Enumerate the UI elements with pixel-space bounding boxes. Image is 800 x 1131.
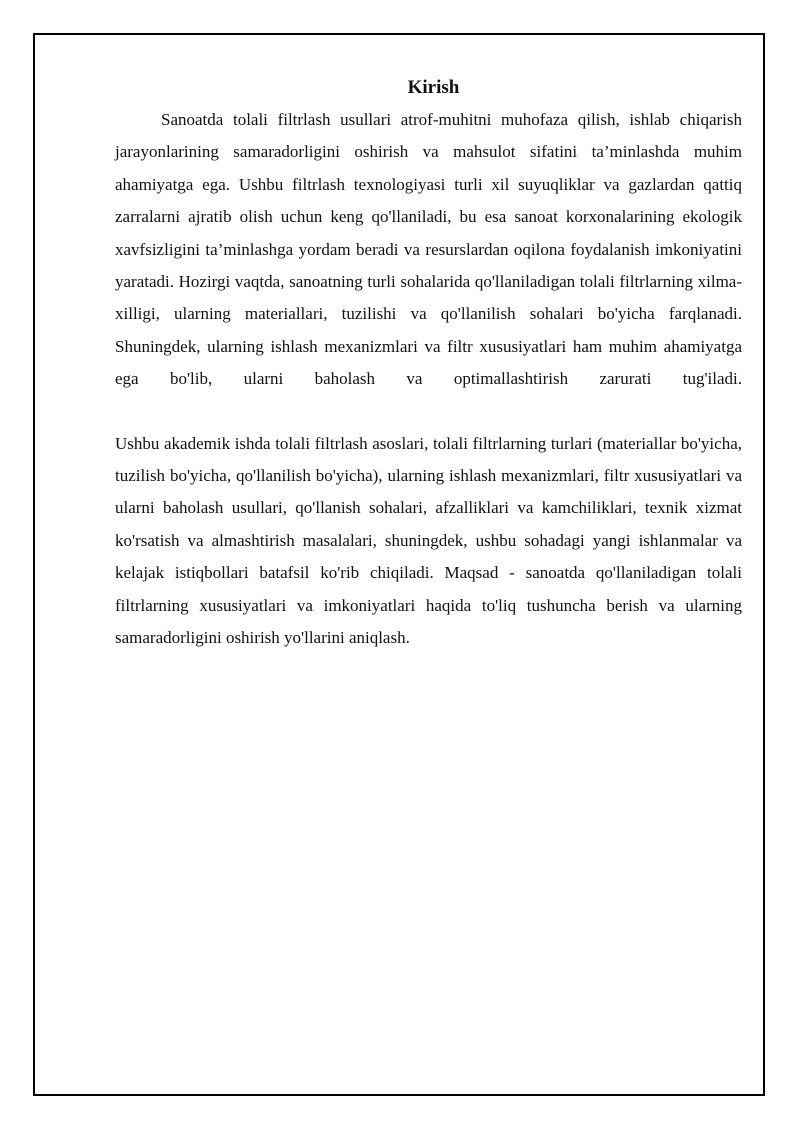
document-title: Kirish: [407, 77, 460, 98]
document-body: [115, 76, 742, 655]
paragraph-scope: Ushbu akademik ishda tolali filtrlash asoslari, tolali filtrlarning turlari (materiallar bo'yicha, tuzilish bo'yicha, qo'llanilish bo'yicha), ularning ishlash mexanizmlari, filtr xususiyatlari va ularni baholash usullari, qo'llanish sohalari, afzalliklari va kamchiliklari, texnik xizmat ko'rsatish va almashtirish masalalari, shuningdek, ushbu sohadagi yangi ishlanmalar va kelajak istiqbollari batafsil ko'rib chiqiladi. Maqsad - sanoatda qo'llaniladigan tolali filtrlarning xususiyatlari va imkoniyatlari haqida to'liq tushuncha berish va ularning samaradorligini oshirish yo'llarini aniqlash.: [115, 433, 742, 648]
paragraph-intro: Sanoatda tolali filtrlash usullari atrof-muhitni muhofaza qilish, ishlab chiqarish jarayonlarining samaradorligini oshirish va mahsulot sifatini ta’minlashda muhim ahamiyatga ega. Ushbu filtrlash texnologiyasi turli xil suyuqliklar va gazlardan qattiq zarralarni ajratib olish uchun keng qo'llaniladi, bu esa sanoat korxonalarining ekologik xavfsizligini ta’minlashga yordam beradi va resurslardan oqilona foydalanish imkoniyatini yaratadi. Hozirgi vaqtda, sanoatning turli sohalarida qo'llaniladigan tolali filtrlarning xilma-xilligi, ularning materiallari, tuzilishi va qo'llanilish sohalari bo'yicha farqlanadi. Shuningdek, ularning ishlash mexanizmlari va filtr xususiyatlari ham muhim ahamiyatga ega bo'lib, ularni baholash va optimallashtirish zarurati tug'iladi.: [115, 110, 742, 389]
